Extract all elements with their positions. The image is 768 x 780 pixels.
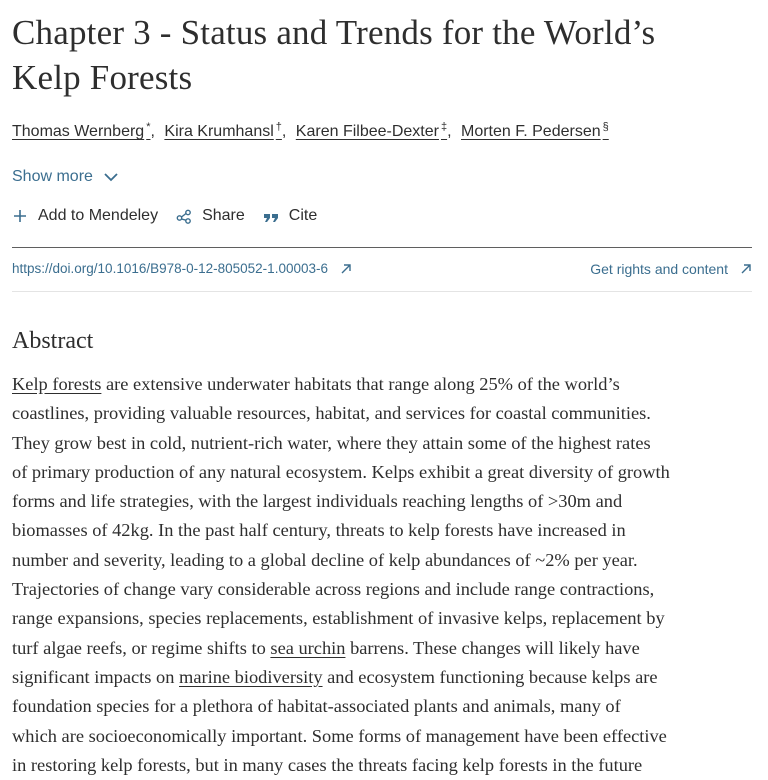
author-link-filbee-dexter[interactable]: Karen Filbee-Dexter ‡ bbox=[295, 121, 448, 140]
share-label: Share bbox=[202, 207, 245, 224]
chapter-title-line-2: Kelp Forests bbox=[12, 58, 193, 97]
article-actions bbox=[12, 207, 752, 225]
add-to-mendeley-button[interactable] bbox=[12, 207, 158, 225]
mendeley-label: Add to Mendeley bbox=[38, 207, 159, 224]
external-link-icon bbox=[740, 263, 752, 275]
divider bbox=[12, 247, 752, 248]
author-list bbox=[12, 116, 752, 143]
share-button[interactable] bbox=[176, 207, 245, 225]
divider bbox=[12, 291, 752, 292]
author-link-pedersen[interactable]: Morten F. Pedersen § bbox=[461, 121, 609, 140]
marine-biodiversity-link[interactable]: marine biodiversity bbox=[179, 666, 323, 687]
author-separator: , bbox=[281, 123, 287, 140]
author-link-krumhansl[interactable]: Kira Krumhansl † bbox=[164, 121, 282, 140]
author-separator: , bbox=[447, 123, 452, 140]
show-more-label: Show more bbox=[12, 168, 93, 185]
author-mark: † bbox=[275, 121, 282, 133]
plus-icon bbox=[12, 208, 28, 224]
author-mark: ‡ bbox=[440, 121, 448, 133]
get-rights-link[interactable] bbox=[590, 261, 752, 277]
abstract-text bbox=[12, 370, 754, 780]
abstract-line: foundation species for a plethora of habitat-associated plants and animals, many of bbox=[12, 696, 621, 717]
chapter-title bbox=[12, 10, 752, 100]
abstract-line: turf algae reefs, or regime shifts to sea urchin barrens. These changes will likely have bbox=[12, 637, 640, 658]
doi-text: https://doi.org/10.1016/B978-0-12-805052-1.00003-6 bbox=[12, 261, 328, 276]
rights-text: Get rights and content bbox=[590, 261, 728, 277]
show-more-button[interactable] bbox=[12, 168, 119, 186]
abstract-line: number and severity, leading to a global decline of kelp abundances of ~2% per year. bbox=[12, 549, 638, 570]
abstract-line: of primary production of any natural ecosystem. Kelps exhibit a great diversity of growth bbox=[12, 461, 670, 482]
abstract-line: forms and life strategies, with the largest individuals reaching lengths of >30m and bbox=[12, 491, 623, 512]
external-link-icon bbox=[340, 263, 352, 275]
abstract-line: They grow best in cold, nutrient-rich water, where they attain some of the highest rates bbox=[12, 432, 651, 453]
abstract-line: biomasses of 42kg. In the past half century, threats to kelp forests have increased in bbox=[12, 520, 626, 541]
author-separator: , bbox=[150, 123, 155, 140]
abstract-line: Trajectories of change vary considerable across regions and include range contractions, bbox=[12, 579, 655, 600]
abstract-line: range expansions, species replacements, establishment of invasive kelps, replacement by bbox=[12, 608, 665, 629]
abstract-line: significant impacts on marine biodiversity and ecosystem functioning because kelps are bbox=[12, 666, 658, 687]
author-mark: * bbox=[146, 121, 151, 133]
sea-urchin-link[interactable]: sea urchin bbox=[270, 637, 346, 658]
article-header bbox=[12, 0, 752, 775]
abstract-heading: Abstract bbox=[12, 328, 94, 354]
cite-label: Cite bbox=[288, 207, 318, 224]
abstract-line: which are socioeconomically important. Some forms of management have been effective bbox=[12, 725, 667, 746]
author-mark: § bbox=[602, 121, 609, 133]
doi-link[interactable] bbox=[12, 261, 352, 276]
author-link-wernberg[interactable]: Thomas Wernberg * bbox=[12, 121, 151, 140]
abstract-line: Kelp forests are extensive underwater habitats that range along 25% of the world’s bbox=[12, 374, 620, 394]
chevron-down-icon bbox=[103, 169, 119, 185]
abstract-line: coastlines, providing valuable resources, habitat, and services for coastal communities. bbox=[12, 403, 651, 424]
share-icon bbox=[176, 208, 192, 224]
kelp-forests-link[interactable]: Kelp forests bbox=[12, 374, 102, 394]
abstract-line: in restoring kelp forests, but in many cases the threats facing kelp forests in the future bbox=[12, 754, 643, 775]
quote-icon bbox=[263, 208, 279, 224]
cite-button[interactable] bbox=[263, 207, 317, 225]
chapter-title-line-1: Chapter 3 - Status and Trends for the World’s bbox=[12, 13, 656, 52]
